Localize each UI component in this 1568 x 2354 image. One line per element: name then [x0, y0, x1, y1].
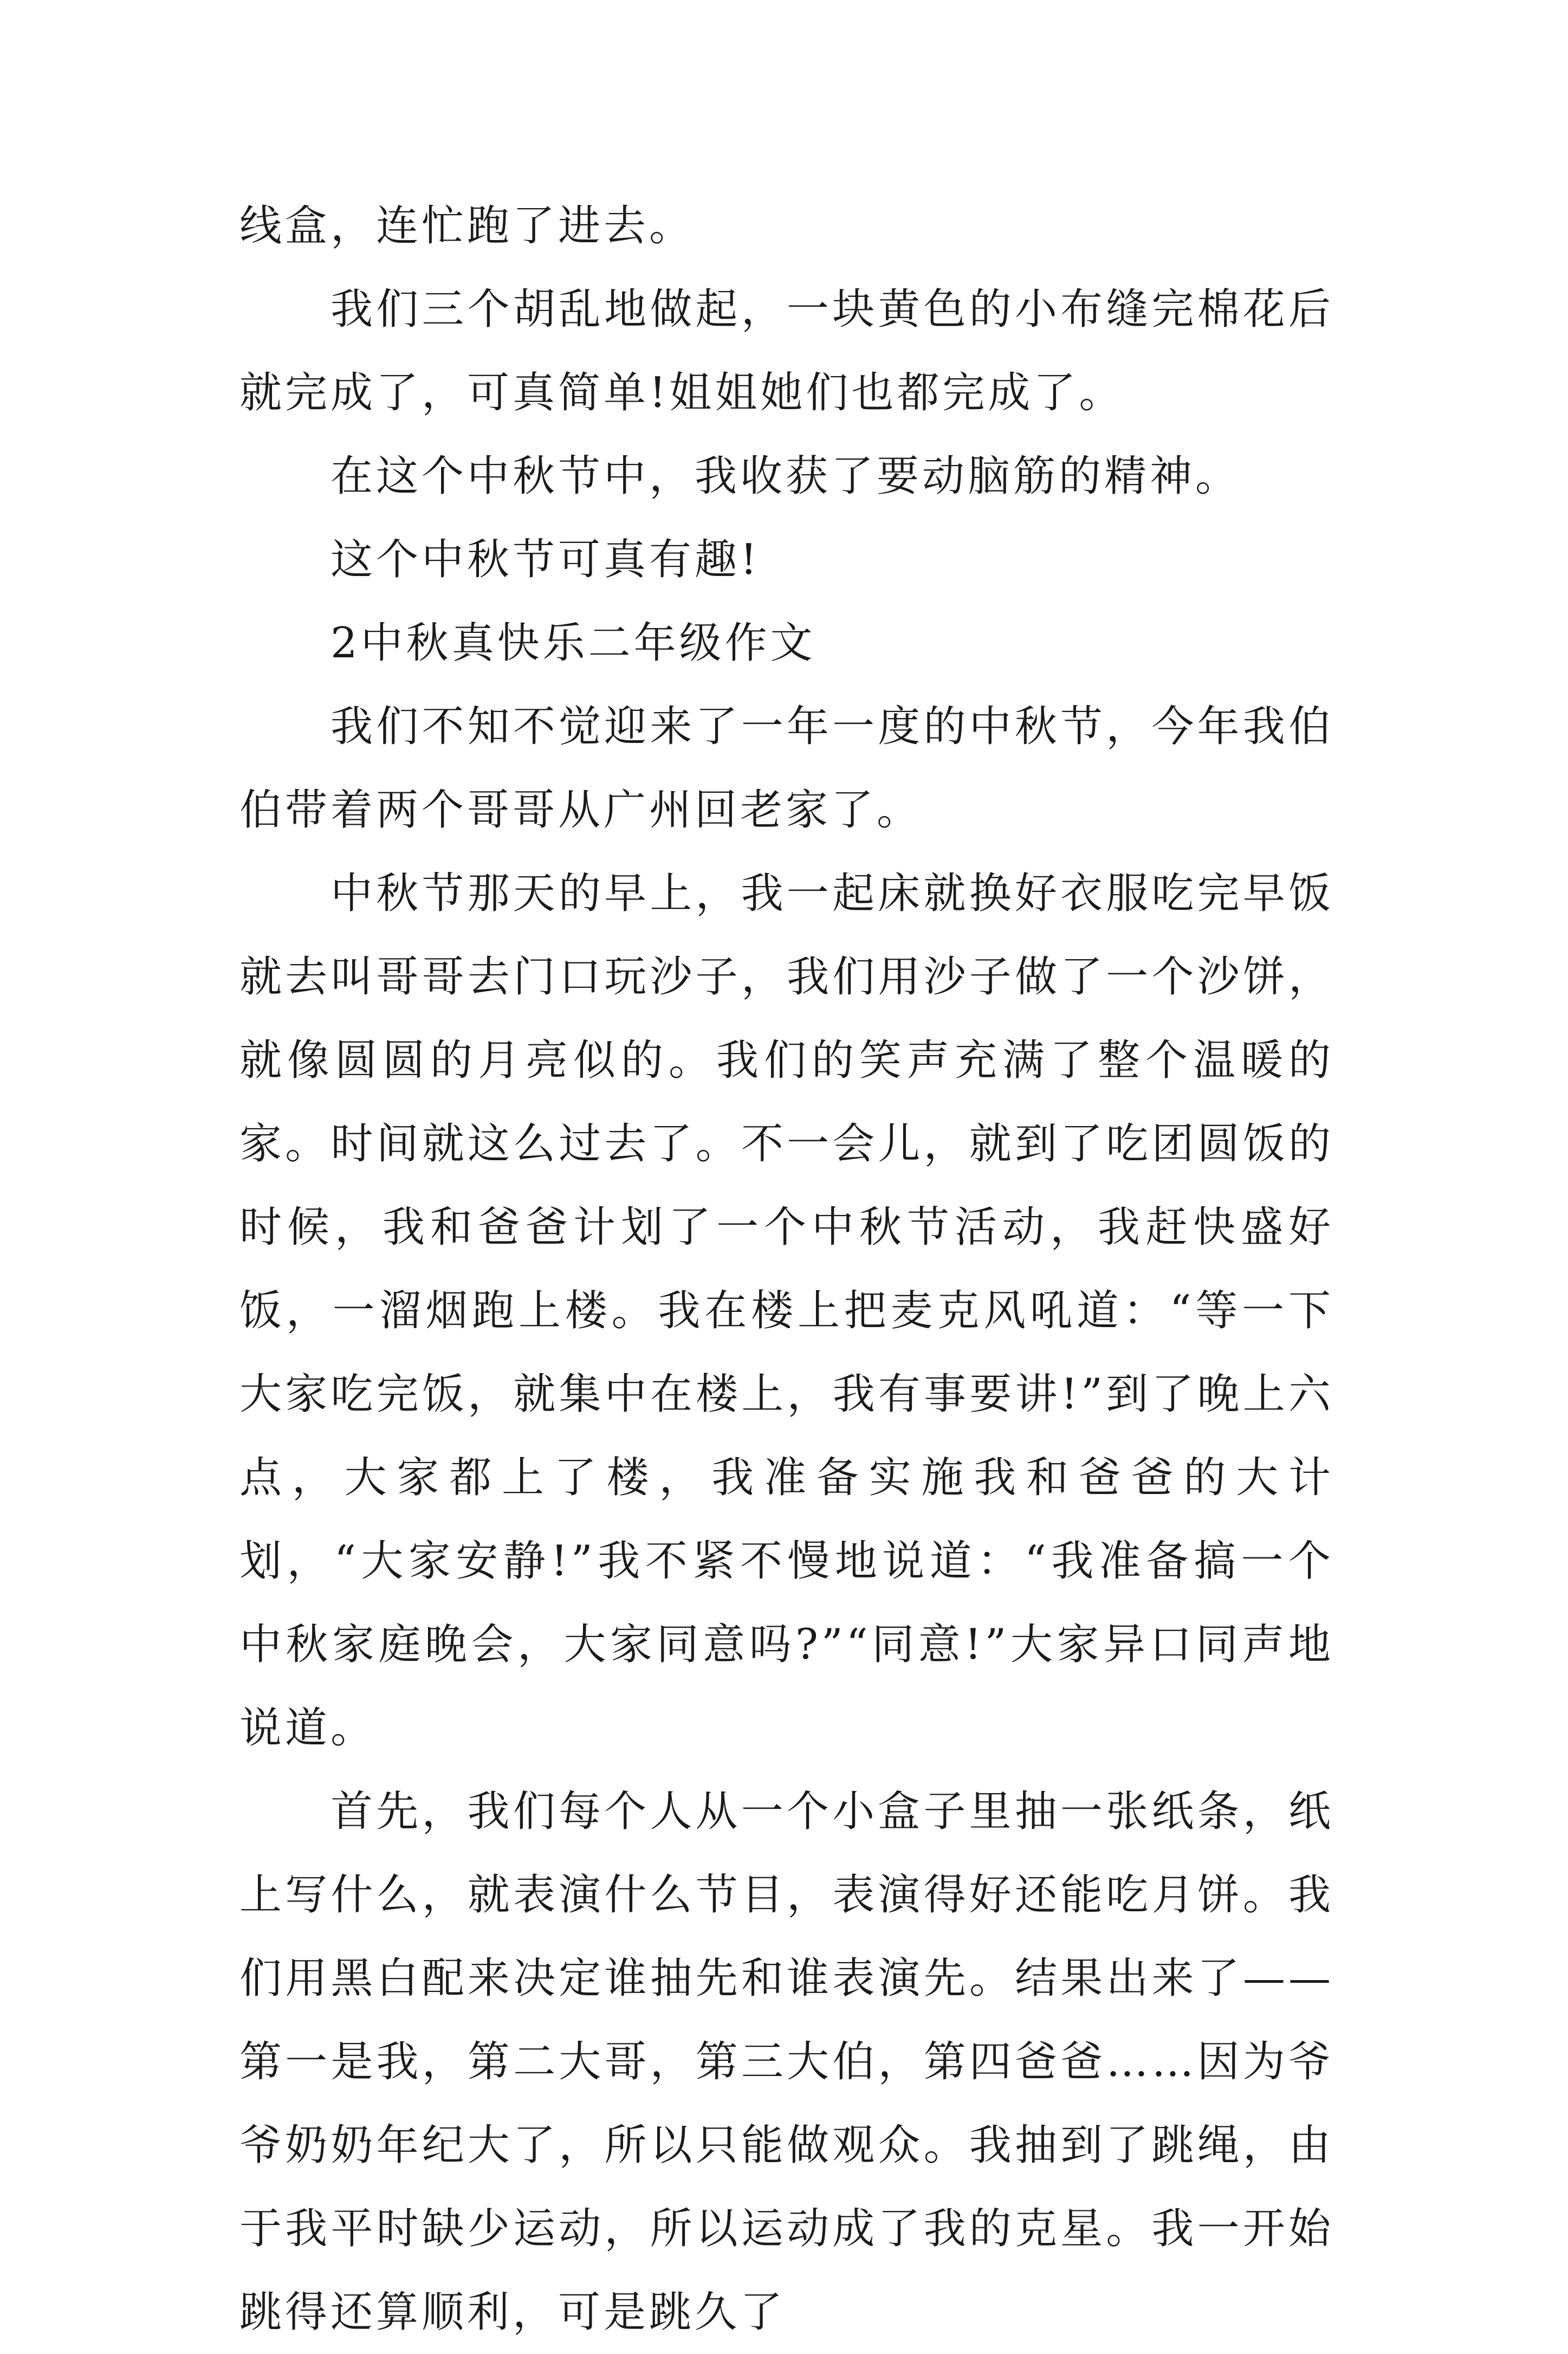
paragraph: 我们三个胡乱地做起，一块黄色的小布缝完棉花后就完成了，可真简单!姐姐她们也都完成了。 [239, 285, 1334, 417]
paragraph: 首先，我们每个人从一个小盒子里抽一张纸条，纸上写什么，就表演什么节目，表演得好还能吃月饼。我们用黑白配来决定谁抽先和谁表演先。结果出来了——第一是我，第二大哥，第三大伯，第四爸爸……因为爷爷奶奶年纪大了，所以只能做观众。我抽到了跳绳，由于我平时缺少运动，所以运动成了我的克星。我一开始跳得还算顺利，可是跳久了 [239, 1787, 1334, 2337]
section-heading: 2中秋真快乐二年级作文 [331, 619, 816, 668]
paragraph: 中秋节那天的早上，我一起床就换好衣服吃完早饭就去叫哥哥去门口玩沙子，我们用沙子做了一个沙饼，就像圆圆的月亮似的。我们的笑声充满了整个温暖的家。时间就这么过去了。不一会儿，就到了吃团圆饭的时候，我和爸爸计划了一个中秋节活动，我赶快盛好饭，一溜烟跑上楼。我在楼上把麦克风吼道：“等一下大家吃完饭，就集中在楼上，我有事要讲!”到了晚上六点，大家都上了楼，我准备实施我和爸爸的大计划，“大家安静!”我不紧不慢地说道：“我准备搞一个中秋家庭晚会，大家同意吗?”“同意!”大家异口同声地说道。 [239, 869, 1334, 1752]
paragraph: 我们不知不觉迎来了一年一度的中秋节，今年我伯伯带着两个哥哥从广州回老家了。 [239, 702, 1334, 835]
paragraph-continuation: 线盒，连忙跑了进去。 [239, 202, 695, 250]
paragraph: 在这个中秋节中，我收获了要动脑筋的精神。 [331, 452, 1241, 501]
paragraph: 这个中秋节可真有趣! [331, 535, 761, 584]
document-body [239, 184, 1334, 2354]
